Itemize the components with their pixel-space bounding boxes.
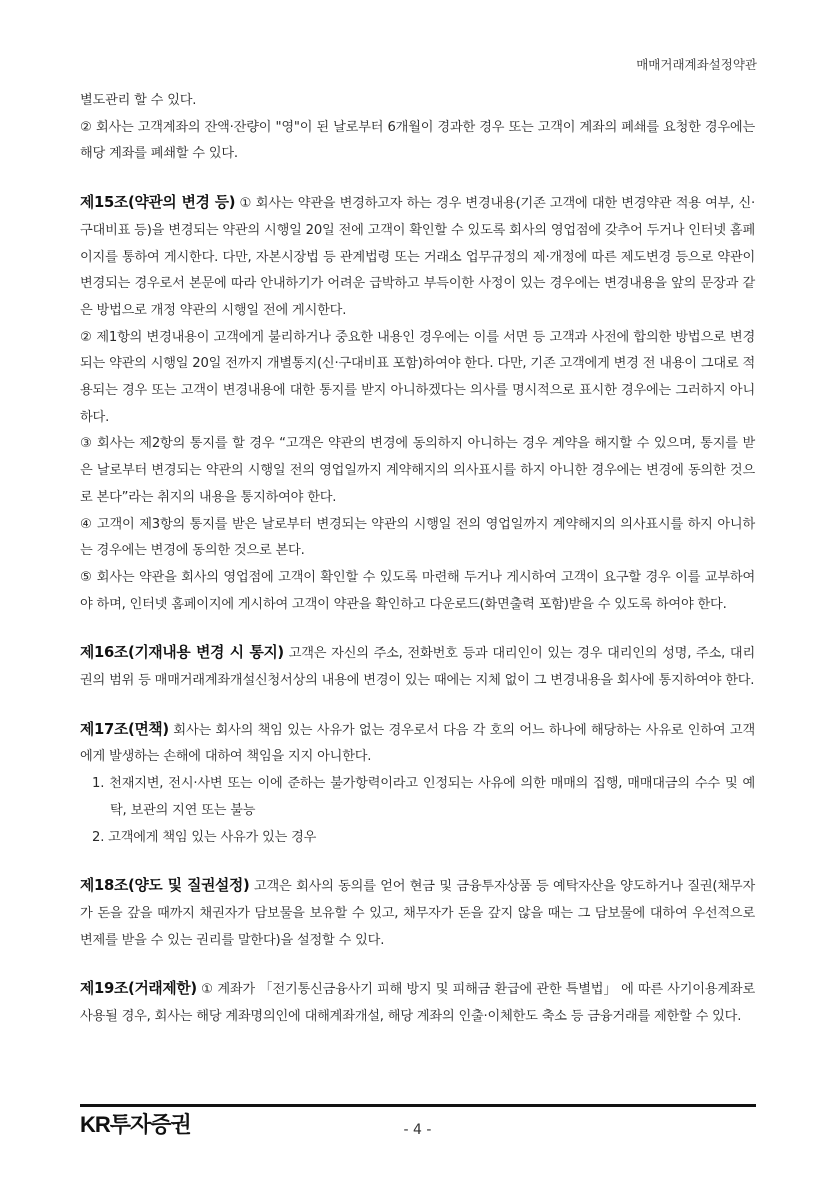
article-15-text-1: ① 회사는 약관을 변경하고자 하는 경우 변경내용(기존 고객에 대한 변경약관 적용 여부, 신·구대비표 등)을 변경되는 약관의 시행일 20일 전에 고객이 확인할 수 있도록 회사의 영업점에 갖추어 두거나 인터넷 홈페이지를 통하여 게시한다. 다만, 자본시장법 등 관계법령 또는 거래소 업무규정의 제·개정에 따른 제도변경 등으로 약관이 변경되는 경우로서 본문에 따라 안내하기가 어려운 급박하고 부득이한 사정이 있는 경우에는 변경내용을 앞의 문장과 같은 방법으로 개정 약관의 시행일 전에 게시한다.: [80, 196, 755, 318]
article-16-title: 제16조(기재내용 변경 시 통지): [80, 644, 284, 662]
article-15-paragraph-4: ④ 고객이 제3항의 통지를 받은 날로부터 변경되는 약관의 시행일 전의 영업일까지 계약해지의 의사표시를 하지 아니하는 경우에는 변경에 동의한 것으로 본다.: [80, 516, 755, 559]
intro-line-1: 별도관리 할 수 있다.: [80, 93, 197, 108]
article-16-paragraph: [80, 640, 755, 694]
article-16-text: 고객은 자신의 주소, 전화번호 등과 대리인이 있는 경우 대리인의 성명, 주소, 대리권의 범위 등 매매거래계좌개설신청서상의 내용에 변경이 있는 때에는 지체 없이 그 변경내용을 회사에 통지하여야 한다.: [80, 646, 755, 689]
article-18-text: 고객은 회사의 동의를 얻어 현금 및 금융투자상품 등 예탁자산을 양도하거나 질권(채무자가 돈을 갚을 때까지 채권자가 담보물을 보유할 수 있고, 채무자가 돈을 갚지 않을 때는 그 담보물에 대하여 우선적으로 변제를 받을 수 있는 권리를 말한다)을 설정할 수 있다.: [80, 879, 755, 948]
article-15-paragraph-3: ③ 회사는 제2항의 통지를 할 경우 “고객은 약관의 변경에 동의하지 아니하는 경우 계약을 해지할 수 있으며, 통지를 받은 날로부터 변경되는 약관의 시행일 전의 영업일까지 계약해지의 의사표시를 하지 아니한 경우에는 변경에 동의한 것으로 본다”라는 취지의 내용을 통지하여야 한다.: [80, 436, 755, 505]
article-15-paragraph-2: ② 제1항의 변경내용이 고객에게 불리하거나 중요한 내용인 경우에는 이를 서면 등 고객과 사전에 합의한 방법으로 변경되는 약관의 시행일 20일 전까지 개별통지(신·구대비표 포함)하여야 한다. 다만, 기존 고객에게 변경 전 내용이 그대로 적용되는 경우 또는 고객이 변경내용에 대한 통지를 받지 아니하겠다는 의사를 명시적으로 표시한 경우에는 그러하지 아니하다.: [80, 329, 755, 425]
article-17-text: 회사는 회사의 책임 있는 사유가 없는 경우로서 다음 각 호의 어느 하나에 해당하는 사유로 인하여 고객에게 발생하는 손해에 대하여 책임을 지지 아니한다.: [80, 722, 755, 765]
article-19-text: ① 계좌가 「전기통신금융사기 피해 방지 및 피해금 환급에 관한 특별법」 에 따른 사기이용계좌로 사용될 경우, 회사는 해당 계좌명의인에 대해계좌개설, 해당 계좌의 인출·이체한도 축소 등 금융거래를 제한할 수 있다.: [80, 982, 755, 1025]
article-19-paragraph: [80, 976, 755, 1030]
article-15-title: 제15조(약관의 변경 등): [80, 194, 236, 212]
intro-line-2: ② 회사는 고객계좌의 잔액·잔량이 "영"이 된 날로부터 6개월이 경과한 경우 또는 고객이 계좌의 폐쇄를 요청한 경우에는 해당 계좌를 폐쇄할 수 있다.: [80, 119, 755, 162]
article-19-title: 제19조(거래제한): [80, 980, 197, 998]
list-item: 2. 고객에게 책임 있는 사유가 있는 경우: [92, 829, 317, 845]
page-number: - 4 -: [403, 1122, 432, 1138]
article-15-paragraph-1: [80, 190, 755, 325]
footer-divider: [80, 1104, 756, 1107]
document-body: [80, 88, 755, 1031]
article-18-paragraph: [80, 873, 755, 954]
article-17-list: [80, 771, 755, 851]
article-15-paragraph-5: ⑤ 회사는 약관을 회사의 영업점에 고객이 확인할 수 있도록 마련해 두거나 게시하여 고객이 요구할 경우 이를 교부하여야 하며, 인터넷 홈페이지에 게시하여 고객이 약관을 확인하고 다운로드(화면출력 포함)받을 수 있도록 하여야 한다.: [80, 569, 755, 612]
list-item: 1. 천재지변, 전시·사변 또는 이에 준하는 불가항력이라고 인정되는 사유에 의한 매매의 집행, 매매대금의 수수 및 예탁, 보관의 지연 또는 불능: [92, 776, 755, 818]
article-17-paragraph: [80, 717, 755, 771]
article-18-title: 제18조(양도 및 질권설정): [80, 877, 250, 895]
article-17-title: 제17조(면책): [80, 720, 169, 738]
document-header-title: 매매거래계좌설정약관: [636, 57, 757, 72]
company-logo: KR투자증권: [80, 1112, 191, 1137]
